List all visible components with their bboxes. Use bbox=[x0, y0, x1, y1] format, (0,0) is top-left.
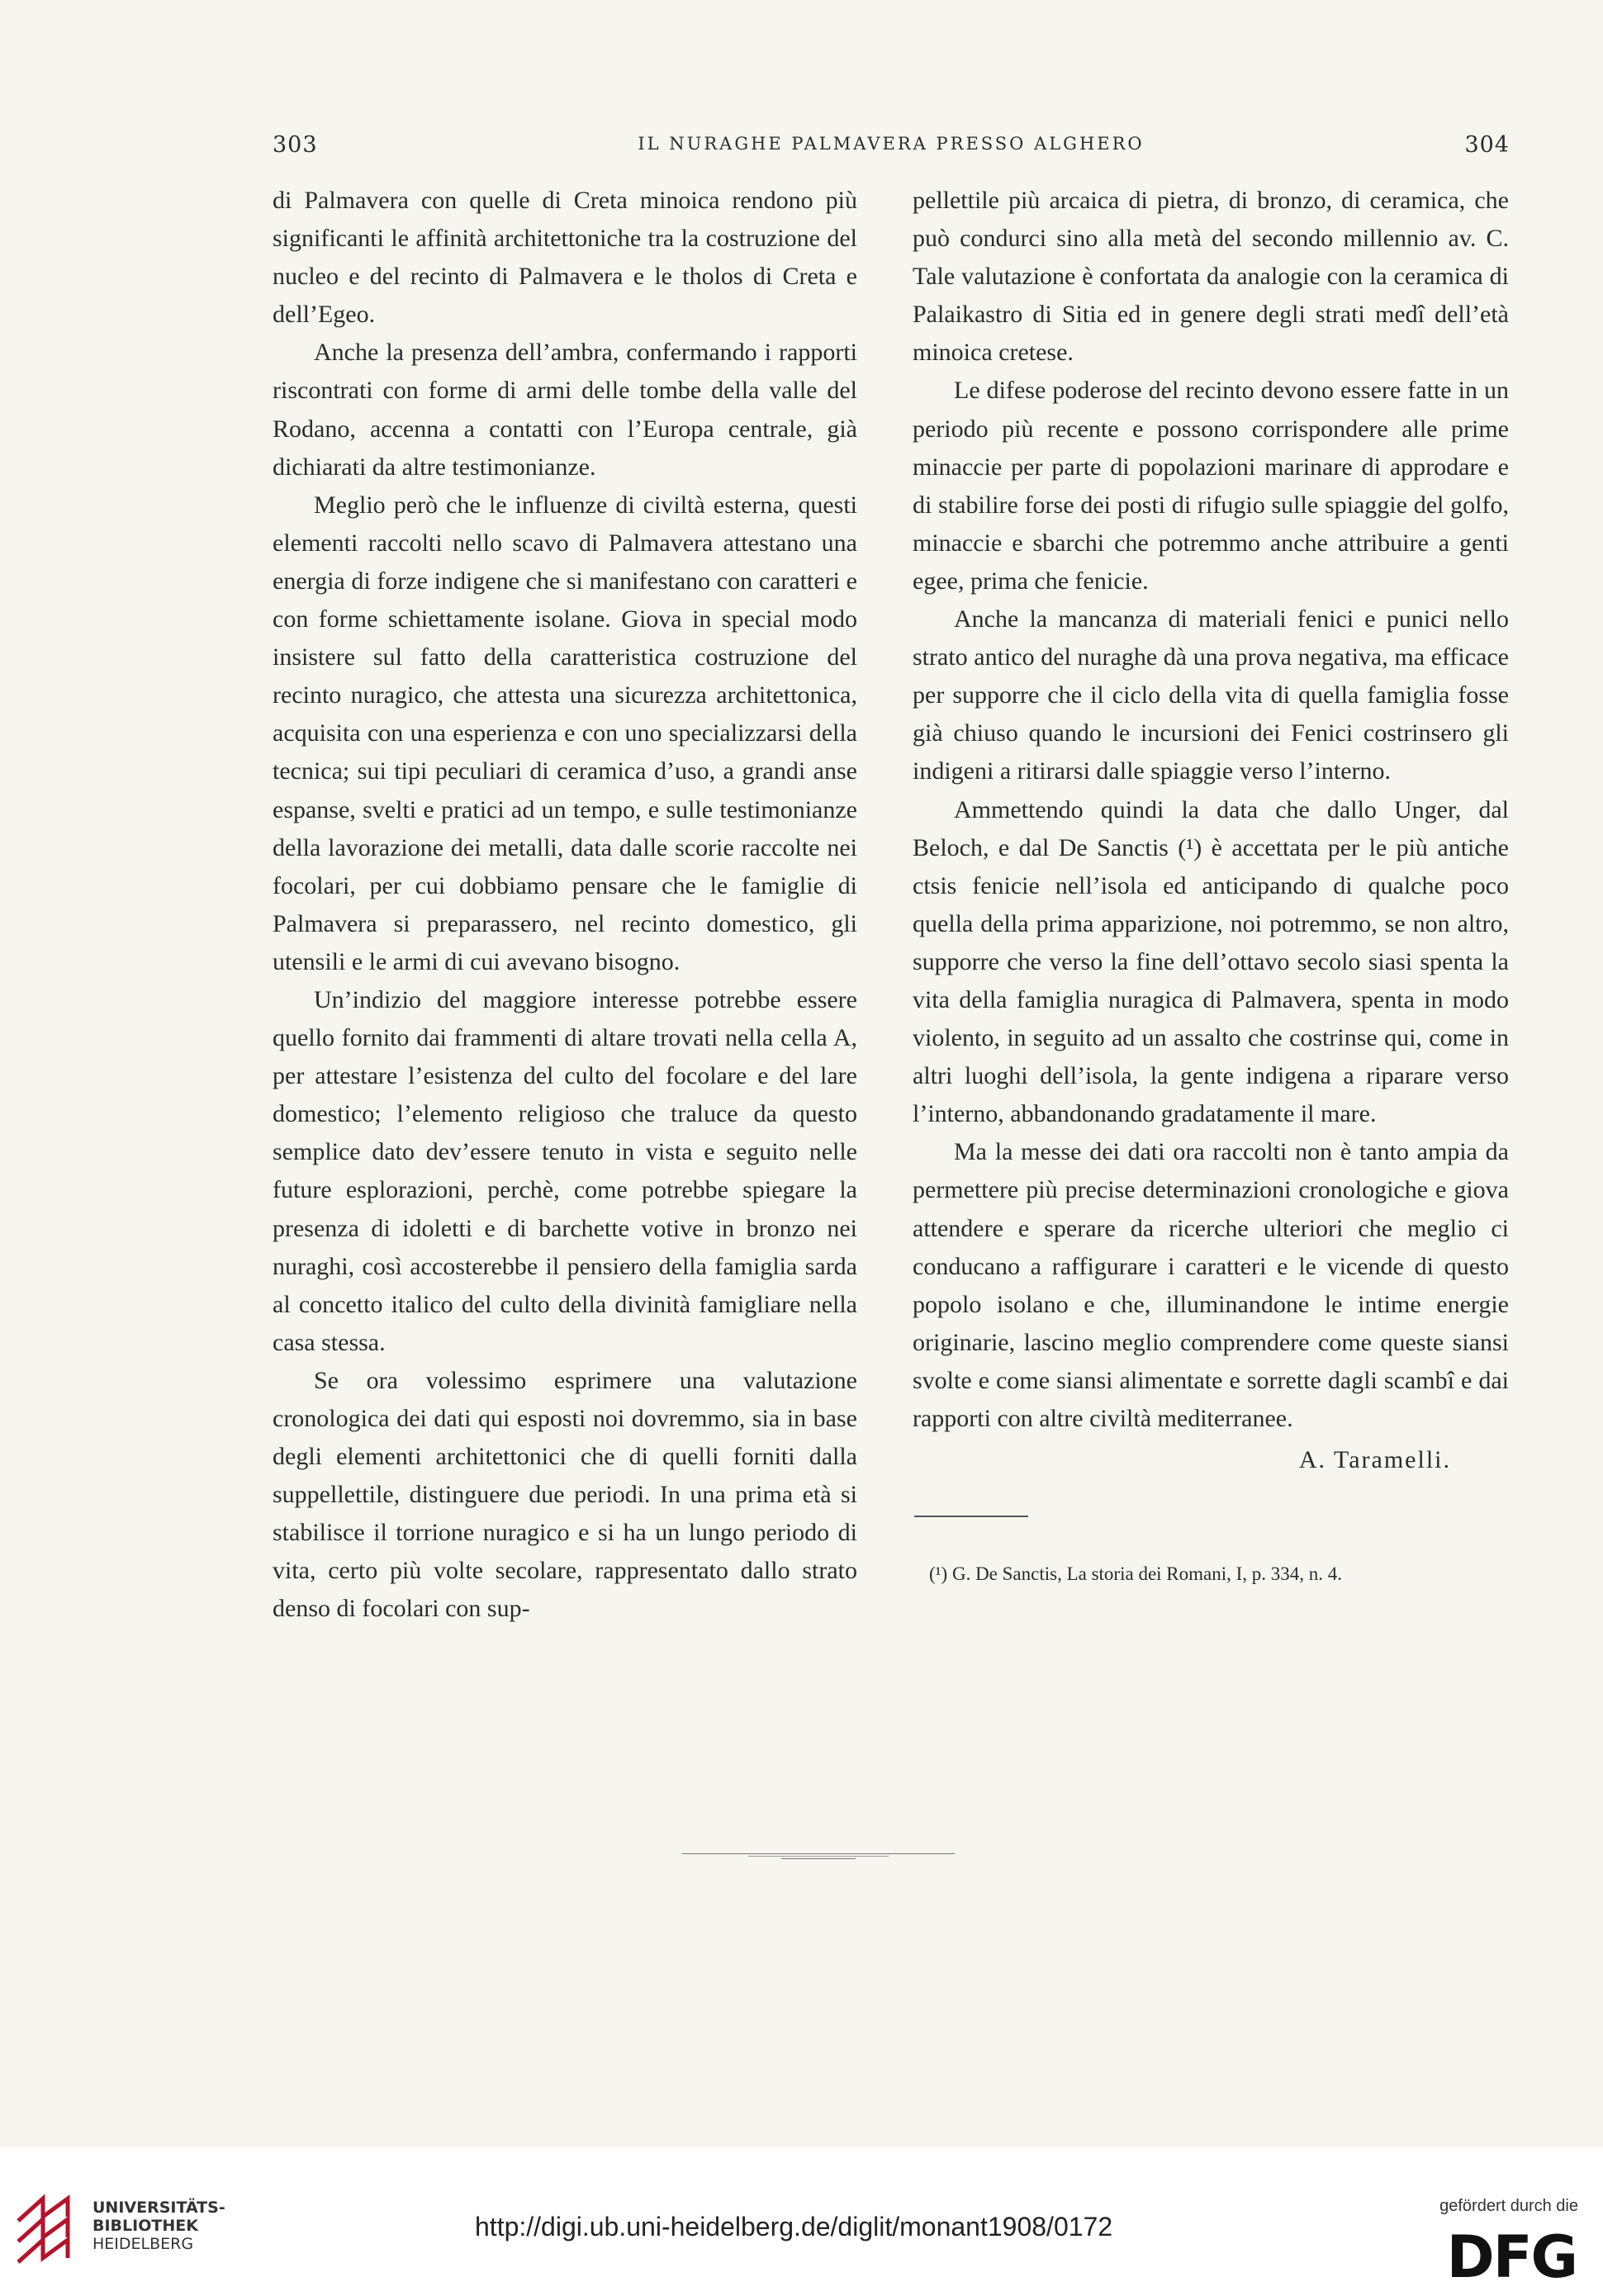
author-signature: A. Taramelli. bbox=[1298, 1446, 1451, 1474]
paragraph: Anche la presenza dell’ambra, confermando i rapporti riscontrati con forme di armi delle tombe della valle del Rodano, accenna a contatti con l’Europa centrale, già dichiarati da altre testimonianze. bbox=[273, 339, 857, 481]
right-column bbox=[913, 182, 1509, 1587]
running-title: IL NURAGHE PALMAVERA PRESSO ALGHERO bbox=[638, 134, 1145, 154]
paragraph: Anche la mancanza di materiali fenici e punici nello strato antico del nuraghe dà una prova negativa, ma efficace per supporre che il ciclo della vita di quella famiglia fosse già chiuso quando le incursioni dei Fenici costrinsero gli indigeni a ritirarsi dalle spiaggie verso l’interno. bbox=[913, 605, 1509, 785]
end-ornament bbox=[682, 1848, 955, 1865]
page-number-left: 303 bbox=[273, 132, 318, 158]
paragraph: Le difese poderose del recinto devono essere fatte in un periodo più recente e possono corrispondere alle prime minaccie per parte di popolazioni marinare di approdare e di stabilire forse dei posti di rifugio sulle spiaggie del golfo, minaccie e sbarchi che potremmo anche attribuire a genti egee, prima che fenicie. bbox=[913, 377, 1509, 595]
footer-bar bbox=[0, 2147, 1603, 2296]
page-number-right: 304 bbox=[1464, 132, 1510, 158]
left-column bbox=[273, 182, 857, 1629]
library-logo-icon bbox=[10, 2192, 89, 2275]
library-line: BIBLIOTHEK bbox=[92, 2217, 198, 2235]
footnote: (¹) G. De Sanctis, La storia dei Romani, I, p. 334, n. 4. bbox=[929, 1563, 1343, 1585]
paragraph: Ma la messe dei dati ora raccolti non è tanto ampia da permettere più precise determinazioni cronologiche e giova attendere e sperare da ricerche ulteriori che meglio ci conducano a raffigurare i caratteri e le vicende di questo popolo isolano e che, illuminandone le intime energie originarie, lascino meglio comprendere come queste siansi svolte e come siansi alimentate e sorrette dagli scambî e dai rapporti con altre civiltà mediterranee. bbox=[913, 1138, 1509, 1432]
funding-text: gefördert durch die bbox=[1439, 2197, 1578, 2215]
paragraph: Ammettendo quindi la data che dallo Unger, dal Beloch, e dal De Sanctis (¹) è accettata per le più antiche ctsis fenicie nell’isola ed anticipando di qualche poco quella della prima apparizione, noi potremmo, se non altro, supporre che verso la fine dell’ottavo secolo siasi spenta la vita della famiglia nuragica di Palmavera, spenta in modo violento, in seguito ad un assalto che costrinse qui, come in altri luoghi dell’isola, la gente indigena a riparare verso l’interno, abbandonando gradatamente il mare. bbox=[913, 795, 1509, 1128]
page-header bbox=[273, 132, 1510, 165]
paragraph: di Palmavera con quelle di Creta minoica rendono più significanti le affinità architettoniche tra la costruzione del nucleo e del recinto di Palmavera e le tholos di Creta e dell’Egeo. bbox=[273, 187, 857, 329]
paragraph: Un’indizio del maggiore interesse potrebbe essere quello fornito dai frammenti di altare trovati nella cella A, per attestare l’esistenza del culto del focolare e del lare domestico; l’elemento religioso che traluce da questo semplice dato dev’essere tenuto in vista e seguito nelle future esplorazioni, perchè, come potrebbe spiegare la presenza di idoletti e di barchette votive in bronzo nei nuraghi, così accosterebbe il pensiero della famiglia sarda al concetto italico del culto della divinità famigliare nella casa stessa. bbox=[273, 985, 857, 1356]
footnote-rule bbox=[914, 1516, 1028, 1517]
library-line: UNIVERSITÄTS- bbox=[92, 2199, 225, 2217]
paragraph: Meglio però che le influenze di civiltà esterna, questi elementi raccolti nello scavo di Palmavera attestano una energia di forze indigene che si manifestano con caratteri e con forme schiettamente isolane. Giova in special modo insistere sul fatto della caratteristica costruzione del recinto nuragico, che attesta una sicurezza architettonica, acquisita con una esperienza e con uno specializzarsi della tecnica; sui tipi peculiari di ceramica d’uso, a grandi anse espanse, svelti e pratici ad un tempo, e sulle testimonianze della lavorazione dei metalli, data dalle scorie raccolte nei focolari, per cui dobbiamo pensare che le famiglie di Palmavera si preparassero, nel recinto domestico, gli utensili e le armi di cui avevano bisogno. bbox=[273, 491, 857, 975]
library-name bbox=[92, 2199, 225, 2253]
library-line: HEIDELBERG bbox=[92, 2235, 194, 2253]
paragraph: Se ora volessimo esprimere una valutazione cronologica dei dati qui esposti noi dovremmo, sia in base degli elementi architettonici che di quelli forniti dalla suppellettile, distinguere due periodi. In una prima età si stabilisce il torrione nuragico e si ha un lungo periodo di vita, certo più volte secolare, rappresentato dallo strato denso di focolari con sup- bbox=[273, 1366, 857, 1623]
permalink[interactable]: http://digi.ub.uni-heidelberg.de/diglit/monant1908/0172 bbox=[475, 2212, 1113, 2241]
dfg-logo: DFG bbox=[1446, 2223, 1577, 2291]
paragraph: pellettile più arcaica di pietra, di bronzo, di ceramica, che può condurci sino alla metà del secondo millennio av. C. Tale valutazione è confortata da analogie con la ceramica di Palaikastro di Sitia ed in genere degli strati medî dell’età minoica cretese. bbox=[913, 187, 1509, 367]
